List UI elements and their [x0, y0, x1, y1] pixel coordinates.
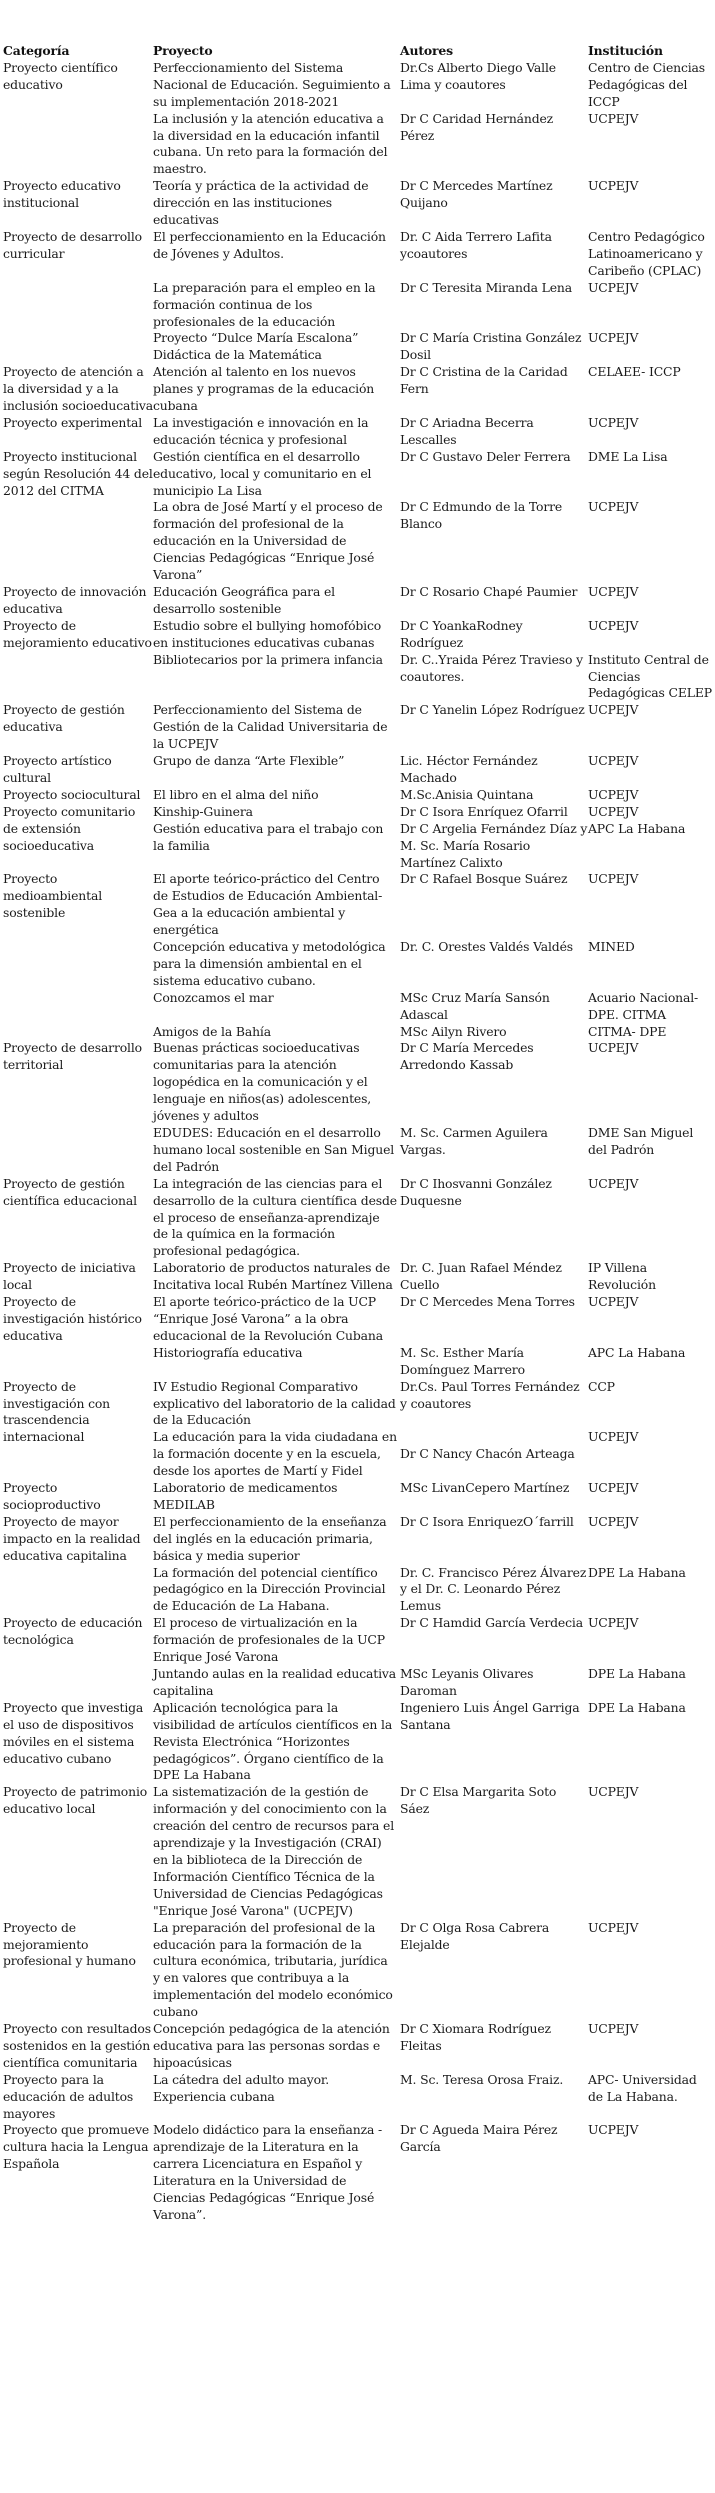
table-row — [3, 1565, 715, 1616]
cell-categoria: Proyecto que investiga el uso de dispositivos móviles en el sistema educativo cubano — [3, 1699, 144, 1766]
cell-proyecto: Educación Geográfica para el desarrollo sostenible — [153, 584, 335, 616]
cell-proyecto: Grupo de danza “Arte Flexible” — [153, 753, 345, 769]
cell-proyecto: Teoría y práctica de la actividad de dirección en las instituciones educativas — [153, 178, 369, 228]
cell-proyecto: Concepción pedagógica de la atención educativa para las personas sordas e hipoacúsicas — [153, 2021, 390, 2070]
cell-categoria: Proyecto educativo institucional — [3, 178, 121, 211]
table-row — [3, 1700, 715, 1785]
cell-proyecto: Amigos de la Bahía — [153, 1023, 271, 1039]
cell-categoria: Proyecto de investigación histórico educativa — [3, 1294, 142, 1343]
cell-proyecto: Aplicación tecnológica para la visibilidad de artículos científicos en la Revista Electrónica “Horizontes pedagógicos”. Órgano científico de la DPE La Habana — [153, 1699, 393, 1783]
cell-institucion: UCPEJV — [588, 1784, 639, 1800]
cell-institucion: DME San Miguel del Padrón — [588, 1125, 694, 1157]
cell-categoria — [3, 1565, 153, 1616]
cell-institucion: UCPEJV — [588, 1513, 639, 1529]
cell-autores: Dr. C. Francisco Pérez Álvarez y el Dr. C. Leonardo Pérez Lemus — [400, 1564, 587, 1614]
cell-categoria: Proyecto de atención a la diversidad y a la inclusión socioeducativa — [3, 364, 154, 414]
cell-institucion: APC La Habana — [588, 1344, 686, 1360]
header-autores: Autores — [400, 43, 453, 58]
cell-institucion: UCPEJV — [588, 584, 639, 599]
cell-categoria: Proyecto sociocultural — [3, 786, 141, 802]
cell-institucion: UCPEJV — [588, 753, 639, 769]
cell-categoria — [3, 280, 153, 331]
cell-categoria — [3, 1666, 153, 1700]
cell-proyecto: Gestión científica en el desarrollo educativo, local y comunitario en el municipio La Lisa — [153, 448, 372, 498]
cell-proyecto: Juntando aulas en la realidad educativa capitalina — [153, 1666, 396, 1698]
cell-proyecto: Kinship-Guinera Gestión educativa para el trabajo con la familia — [153, 803, 384, 853]
table-row — [3, 1024, 715, 1041]
cell-autores: Dr. C. Orestes Valdés Valdés — [400, 939, 573, 955]
cell-institucion: Centro Pedagógico Latinoamericano y Caribeño (CPLAC) — [588, 228, 705, 278]
table-row — [3, 939, 715, 990]
cell-proyecto: La cátedra del adulto mayor. Experiencia cubana — [153, 2071, 330, 2104]
cell-proyecto: La inclusión y la atención educativa a la diversidad en la educación infantil cubana. Un reto para la formación del maestro. — [153, 110, 388, 177]
cell-institucion: UCPEJV — [588, 2122, 639, 2138]
cell-institucion: UCPEJV — [588, 330, 639, 346]
table-row — [3, 1040, 715, 1125]
cell-categoria: Proyecto de patrimonio educativo local — [3, 1784, 148, 1817]
cell-categoria: Proyecto experimental — [3, 414, 143, 430]
table-row — [3, 415, 715, 449]
cell-autores: Dr C Hamdid García Verdecia — [400, 1615, 583, 1631]
cell-categoria: Proyecto que promueve cultura hacia la Lengua Española — [3, 2122, 150, 2172]
cell-institucion: UCPEJV — [588, 871, 639, 887]
cell-institucion: UCPEJV — [588, 1294, 639, 1310]
cell-proyecto: Historiografía educativa — [153, 1344, 303, 1360]
cell-institucion: UCPEJV — [588, 2021, 639, 2037]
cell-institucion: UCPEJV — [588, 279, 639, 295]
cell-autores: Dr C Yanelin López Rodríguez — [400, 702, 585, 718]
projects-table — [3, 43, 715, 2224]
cell-categoria: Proyecto comunitario de extensión socioeducativa — [3, 803, 136, 853]
cell-autores: M. Sc. Carmen Aguilera Vargas. — [400, 1125, 548, 1157]
table-row — [3, 2122, 715, 2223]
cell-proyecto: La preparación del profesional de la educación para la formación de la cultura económica, tributaria, jurídica y en valores que contribuya a la implementación del modelo económico cubano — [153, 1919, 393, 2020]
cell-categoria: Proyecto institucional según Resolución 44 del 2012 del CITMA — [3, 448, 153, 498]
cell-categoria — [3, 1125, 153, 1176]
cell-categoria: Proyecto para la educación de adultos mayores — [3, 2071, 134, 2121]
table-row — [3, 871, 715, 939]
cell-categoria: Proyecto de iniciativa local — [3, 1260, 136, 1293]
cell-institucion: DPE La Habana — [588, 1564, 686, 1580]
cell-autores: Dr C Teresita Miranda Lena — [400, 279, 572, 295]
cell-categoria: Proyecto de mejoramiento educativo — [3, 617, 152, 650]
cell-categoria: Proyecto científico educativo — [3, 59, 118, 92]
table-row — [3, 330, 715, 364]
cell-autores: Dr.Cs. Paul Torres Fernández y coautores Dr C Nancy Chacón Arteaga — [400, 1378, 580, 1462]
cell-institucion: UCPEJV — [588, 499, 639, 515]
cell-proyecto: La obra de José Martí y el proceso de formación del profesional de la educación en la Universidad de Ciencias Pedagógicas “Enrique José Varona” — [153, 499, 383, 583]
cell-proyecto: Estudio sobre el bullying homofóbico en instituciones educativas cubanas — [153, 617, 382, 650]
cell-autores: MSc LivanCepero Martínez — [400, 1480, 570, 1496]
header-categoria: Categoría — [3, 43, 70, 58]
cell-categoria: Proyecto medioambiental sostenible — [3, 871, 103, 921]
cell-institucion: UCPEJV APC La Habana — [588, 803, 686, 836]
document-page — [3, 43, 715, 2224]
cell-autores: Dr C Cristina de la Caridad Fern — [400, 364, 568, 397]
cell-categoria: Proyecto de mayor impacto en la realidad educativa capitalina — [3, 1513, 141, 1563]
cell-autores: Dr C Agueda Maira Pérez García — [400, 2122, 558, 2155]
table-row — [3, 1260, 715, 1294]
table-row — [3, 1125, 715, 1176]
cell-categoria — [3, 652, 153, 703]
cell-proyecto: Concepción educativa y metodológica para la dimensión ambiental en el sistema educativo cubano. — [153, 939, 386, 988]
cell-institucion: Instituto Central de Ciencias Pedagógicas CELEP — [588, 651, 712, 701]
cell-institucion: UCPEJV — [588, 786, 639, 802]
cell-proyecto: El aporte teórico-práctico de la UCP “Enrique José Varona” a la obra educacional de la Revolución Cubana — [153, 1294, 383, 1343]
cell-autores: Dr C Isora EnriquezO´farrill — [400, 1513, 574, 1529]
cell-categoria: Proyecto de innovación educativa — [3, 584, 147, 616]
cell-autores: M. Sc. Esther María Domínguez Marrero — [400, 1344, 525, 1377]
cell-categoria — [3, 499, 153, 584]
cell-institucion: UCPEJV — [588, 1040, 639, 1056]
table-row — [3, 178, 715, 229]
cell-institucion: UCPEJV — [588, 702, 639, 718]
table-row — [3, 1379, 715, 1480]
table-row — [3, 1615, 715, 1666]
cell-proyecto: Modelo didáctico para la enseñanza - aprendizaje de la Literatura en la carrera Licenciatura en Español y Literatura en la Universidad de Ciencias Pedagógicas “Enrique José Varona”. — [153, 2122, 383, 2222]
cell-institucion: DME La Lisa — [588, 448, 668, 464]
cell-autores: Dr C YoankaRodney Rodríguez — [400, 617, 523, 650]
cell-institucion: IP Villena Revolución — [588, 1260, 656, 1293]
cell-autores: Dr C Ihosvanni González Duquesne — [400, 1175, 552, 1208]
cell-institucion: APC- Universidad de La Habana. — [588, 2071, 697, 2104]
cell-proyecto: El aporte teórico-práctico del Centro de Estudios de Educación Ambiental-Gea a la educación ambiental y energética — [153, 871, 383, 938]
table-row — [3, 804, 715, 872]
cell-autores: Dr C Edmundo de la Torre Blanco — [400, 499, 563, 532]
cell-autores: MSc Leyanis Olivares Daroman — [400, 1666, 534, 1698]
table-row — [3, 1480, 715, 1514]
table-row — [3, 280, 715, 331]
cell-autores: Lic. Héctor Fernández Machado — [400, 753, 538, 785]
table-row — [3, 702, 715, 753]
cell-categoria: Proyecto de gestión científica educacional — [3, 1175, 137, 1208]
cell-institucion: UCPEJV — [588, 1480, 639, 1496]
cell-autores: Dr C Mercedes Martínez Quijano — [400, 178, 553, 211]
cell-categoria: Proyecto de investigación con trascendencia internacional — [3, 1378, 111, 1445]
cell-autores: Dr. C..Yraida Pérez Travieso y coautores. — [400, 651, 583, 684]
cell-categoria: Proyecto socioproductivo — [3, 1480, 101, 1512]
cell-autores: M.Sc.Anisia Quintana — [400, 786, 534, 802]
cell-proyecto: El libro en el alma del niño — [153, 786, 319, 802]
cell-autores: Dr C Rosario Chapé Paumier — [400, 584, 578, 599]
cell-autores: Dr C Xiomara Rodríguez Fleitas — [400, 2021, 551, 2053]
table-row — [3, 1784, 715, 1919]
table-row — [3, 787, 715, 804]
table-row — [3, 2072, 715, 2123]
cell-proyecto: Laboratorio de productos naturales de Incitativa local Rubén Martínez Villena — [153, 1260, 393, 1293]
cell-autores: Dr C Olga Rosa Cabrera Elejalde — [400, 1919, 550, 1952]
cell-categoria: Proyecto de mejoramiento profesional y humano — [3, 1919, 136, 1969]
cell-categoria: Proyecto de educación tecnológica — [3, 1615, 143, 1648]
cell-categoria: Proyecto de desarrollo curricular — [3, 228, 142, 261]
cell-institucion: CITMA- DPE — [588, 1023, 667, 1039]
table-row — [3, 499, 715, 584]
cell-institucion: UCPEJV — [588, 1919, 639, 1935]
cell-categoria — [3, 111, 153, 179]
table-header-row — [3, 43, 715, 60]
cell-autores: Dr C Isora Enríquez Ofarril Dr C Argelia Fernández Díaz y M. Sc. María Rosario Martínez Calixto — [400, 803, 588, 870]
cell-institucion: UCPEJV — [588, 414, 639, 430]
cell-institucion: UCPEJV — [588, 178, 639, 194]
table-row — [3, 111, 715, 179]
cell-proyecto: Perfeccionamiento del Sistema Nacional de Educación. Seguimiento a su implementación 2018-2021 — [153, 59, 391, 109]
cell-institucion: DPE La Habana — [588, 1666, 686, 1681]
cell-proyecto: El perfeccionamiento en la Educación de Jóvenes y Adultos. — [153, 228, 386, 261]
table-row — [3, 1294, 715, 1345]
cell-categoria: Proyecto de desarrollo territorial — [3, 1040, 142, 1073]
cell-proyecto: Bibliotecarios por la primera infancia — [153, 651, 383, 667]
cell-institucion: DPE La Habana — [588, 1699, 686, 1715]
cell-institucion: MINED — [588, 939, 635, 955]
table-row — [3, 652, 715, 703]
cell-autores: Dr C Elsa Margarita Soto Sáez — [400, 1784, 557, 1817]
cell-proyecto: Atención al talento en los nuevos planes y programas de la educación cubana — [153, 364, 375, 414]
table-row — [3, 1666, 715, 1700]
cell-autores: Dr C Ariadna Becerra Lescalles — [400, 414, 534, 447]
cell-proyecto: La formación del potencial científico pedagógico en la Dirección Provincial de Educación de La Habana. — [153, 1564, 386, 1614]
cell-institucion: CCP UCPEJV — [588, 1378, 639, 1445]
cell-proyecto: IV Estudio Regional Comparativo explicativo del laboratorio de la calidad de la Educación La educación para la vida ciudadana en la formación docente y en la escuela, desde los aportes de Martí y Fidel — [153, 1378, 397, 1479]
table-row — [3, 753, 715, 787]
table-row — [3, 990, 715, 1024]
cell-proyecto: Buenas prácticas socioeducativas comunitarias para la atención logopédica en la comunicación y el lenguaje en niños(as) adolescentes, jóvenes y adultos — [153, 1040, 372, 1124]
cell-proyecto: La sistematización de la gestión de información y del conocimiento con la creación del centro de recursos para el aprendizaje y la Investigación (CRAI) en la biblioteca de la Dirección de Información Científico Técnica de la Universidad de Ciencias Pedagógicas "Enrique José Varona" (UCPEJV) — [153, 1784, 395, 1918]
header-proyecto: Proyecto — [153, 43, 213, 58]
cell-proyecto: Proyecto “Dulce María Escalona” Didáctica de la Matemática — [153, 330, 359, 363]
table-row — [3, 1920, 715, 2021]
cell-institucion: UCPEJV — [588, 1175, 639, 1191]
cell-proyecto: El perfeccionamiento de la enseñanza del inglés en la educación primaria, básica y media superior — [153, 1513, 387, 1563]
cell-proyecto: EDUDES: Educación en el desarrollo humano local sostenible en San Miguel del Padrón — [153, 1125, 395, 1174]
cell-autores: Dr C Caridad Hernández Pérez — [400, 110, 554, 143]
table-row — [3, 618, 715, 652]
cell-autores: MSc Cruz María Sansón Adascal — [400, 989, 550, 1022]
cell-proyecto: Conozcamos el mar — [153, 989, 274, 1005]
cell-categoria — [3, 1024, 153, 1041]
cell-autores: Dr C Gustavo Deler Ferrera — [400, 448, 571, 464]
table-row — [3, 229, 715, 280]
table-row — [3, 1514, 715, 1565]
cell-categoria — [3, 1345, 153, 1379]
cell-autores: Dr C Mercedes Mena Torres — [400, 1294, 575, 1310]
table-row — [3, 60, 715, 111]
cell-categoria: Proyecto de gestión educativa — [3, 702, 125, 735]
cell-categoria — [3, 990, 153, 1024]
cell-autores: M. Sc. Teresa Orosa Fraiz. — [400, 2071, 564, 2087]
table-row — [3, 449, 715, 500]
cell-autores: Ingeniero Luis Ángel Garriga Santana — [400, 1699, 580, 1732]
cell-autores: MSc Ailyn Rivero — [400, 1023, 507, 1039]
cell-categoria — [3, 939, 153, 990]
table-row — [3, 2021, 715, 2072]
header-institucion: Institución — [588, 43, 663, 58]
table-row — [3, 1176, 715, 1261]
cell-proyecto: La investigación e innovación en la educación técnica y profesional — [153, 414, 369, 447]
cell-autores: Dr C María Mercedes Arredondo Kassab — [400, 1040, 534, 1073]
cell-institucion: Acuario Nacional- DPE. CITMA — [588, 989, 699, 1022]
table-row — [3, 364, 715, 415]
cell-institucion: UCPEJV — [588, 1615, 639, 1631]
cell-proyecto: La preparación para el empleo en la formación continua de los profesionales de la educación — [153, 279, 376, 329]
table-body — [3, 60, 715, 2224]
cell-autores: Dr.Cs Alberto Diego Valle Lima y coautores — [400, 59, 556, 92]
cell-proyecto: El proceso de virtualización en la formación de profesionales de la UCP Enrique José Varona — [153, 1615, 385, 1665]
cell-categoria: Proyecto artístico cultural — [3, 753, 112, 785]
cell-institucion: CELAEE- ICCP — [588, 364, 681, 380]
cell-categoria: Proyecto con resultados sostenidos en la gestión científica comunitaria — [3, 2021, 151, 2070]
cell-autores: Dr C María Cristina González Dosil — [400, 330, 582, 363]
table-row — [3, 584, 715, 618]
cell-institucion: UCPEJV — [588, 110, 639, 126]
cell-autores: Dr. C Aida Terrero Lafita ycoautores — [400, 228, 552, 261]
cell-autores: Dr C Rafael Bosque Suárez — [400, 871, 568, 887]
cell-autores: Dr. C. Juan Rafael Méndez Cuello — [400, 1260, 562, 1293]
cell-proyecto: Perfeccionamiento del Sistema de Gestión de la Calidad Universitaria de la UCPEJV — [153, 702, 388, 752]
cell-institucion: UCPEJV — [588, 617, 639, 633]
cell-categoria — [3, 330, 153, 364]
cell-proyecto: Laboratorio de medicamentos MEDILAB — [153, 1480, 338, 1512]
table-row — [3, 1345, 715, 1379]
cell-proyecto: La integración de las ciencias para el desarrollo de la cultura científica desde el proceso de enseñanza-aprendizaje de la química en la formación profesional pedagógica. — [153, 1175, 397, 1259]
cell-institucion: Centro de Ciencias Pedagógicas del ICCP — [588, 59, 706, 109]
